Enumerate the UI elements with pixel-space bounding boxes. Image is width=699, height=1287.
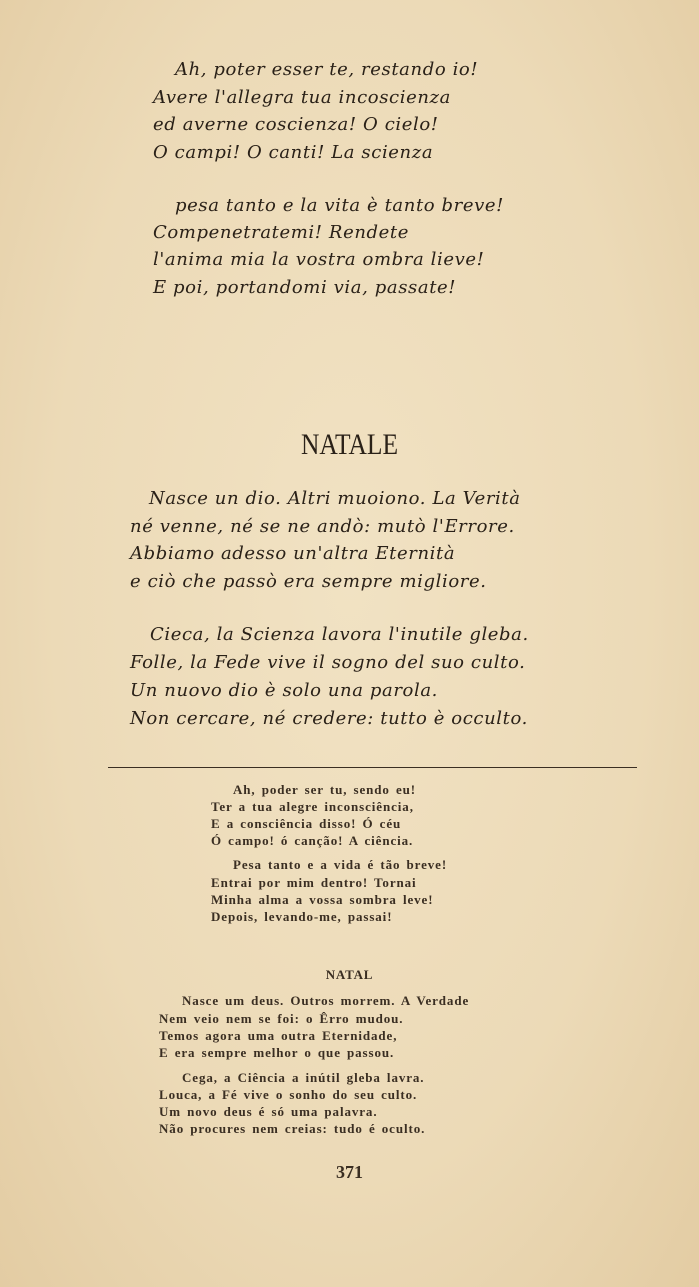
translation-line: Pesa tanto e a vida é tão breve! (233, 857, 448, 872)
poem-line: E poi, portandomi via, passate! (153, 277, 457, 298)
poem-line: Non cercare, né credere: tutto è occulto. (130, 708, 528, 729)
poem-line: né venne, né se ne andò: mutò l'Errore. (130, 516, 515, 537)
poem-line: Abbiamo adesso un'altra Eternità (130, 543, 456, 564)
translation-line: Cega, a Ciência a inútil gleba lavra. (182, 1070, 425, 1085)
poem-line: O campi! O canti! La scienza (153, 142, 434, 163)
footnote-divider (108, 767, 637, 768)
translation-line: Entrai por mim dentro! Tornai (211, 875, 417, 890)
poem-line: Cieca, la Scienza lavora l'inutile gleba. (150, 624, 529, 645)
translation-line: Nasce um deus. Outros morrem. A Verdade (182, 993, 470, 1008)
translation-line: Temos agora uma outra Eternidade, (159, 1028, 398, 1043)
translation-line: E a consciência disso! Ó céu (211, 816, 402, 831)
translation-line: Ter a tua alegre inconsciência, (211, 799, 414, 814)
poem-line: Compenetratemi! Rendete (153, 222, 409, 243)
poem-line: Un nuovo dio è solo una parola. (130, 680, 438, 701)
translation-line: Não procures nem creias: tudo é oculto. (159, 1121, 426, 1136)
translation-title: NATAL (325, 967, 374, 982)
page-number: 371 (336, 1162, 363, 1182)
poem-line: Avere l'allegra tua incoscienza (153, 87, 451, 108)
poem-line: Nasce un dio. Altri muoiono. La Verità (149, 488, 521, 509)
translation-line: Um novo deus é só uma palavra. (159, 1104, 378, 1119)
poem-line: ed averne coscienza! O cielo! (153, 114, 439, 135)
poem-line: pesa tanto e la vita è tanto breve! (175, 195, 504, 216)
poem-line: Ah, poter esser te, restando io! (175, 59, 479, 80)
translation-line: Louca, a Fé vive o sonho do seu culto. (159, 1087, 418, 1102)
translation-line: Depois, levando-me, passai! (211, 909, 393, 924)
translation-line: E era sempre melhor o que passou. (159, 1045, 395, 1060)
translation-line: Ah, poder ser tu, sendo eu! (233, 782, 416, 797)
poem-line: e ciò che passò era sempre migliore. (130, 571, 487, 592)
poem-title: NATALE (300, 428, 399, 461)
poem-line: Folle, la Fede vive il sogno del suo culto. (130, 652, 526, 673)
translation-line: Ó campo! ó canção! A ciência. (211, 833, 414, 848)
translation-line: Minha alma a vossa sombra leve! (211, 892, 434, 907)
translation-line: Nem veio nem se foi: o Êrro mudou. (159, 1011, 404, 1026)
poem-line: l'anima mia la vostra ombra lieve! (153, 249, 485, 270)
